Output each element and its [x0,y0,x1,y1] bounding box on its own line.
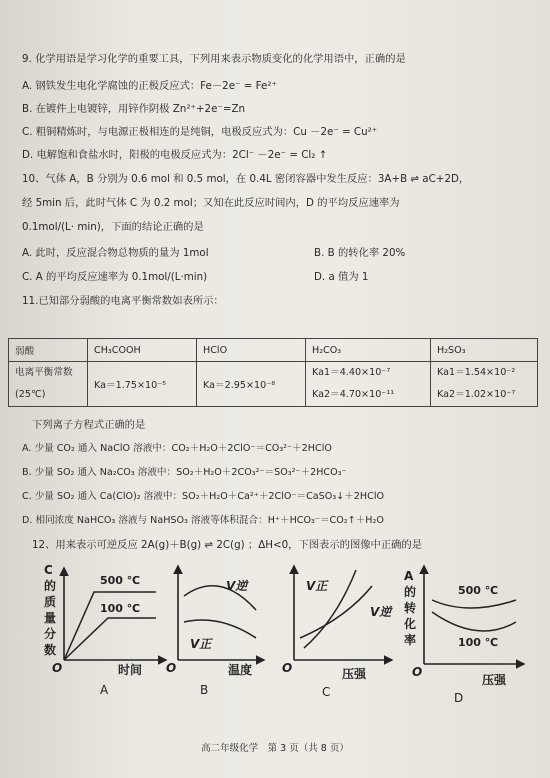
page-footer: 高二年级化学 第 3 页（共 8 页） [201,743,349,754]
q9-option-a: A. 钢铁发生电化学腐蚀的正极反应式：Fe－2e⁻ = Fe²⁺ [22,80,277,92]
graph-b-label-v-reverse: V逆 [226,579,248,593]
graph-d-ylabel-0: A [404,569,414,583]
graph-d-ylabel-1: 的 [404,585,417,599]
graph-b-origin: O [166,661,177,675]
graph-a-xlabel: 时间 [118,663,143,677]
q10-option-b: B. B 的转化率 20% [314,247,406,259]
q10-stem-line2: 经 5min 后，此时气体 C 为 0.2 mol；又知在此反应时间内，D 的平均反应速率为 [22,197,400,209]
graph-d-curve-500 [432,600,516,608]
q10-stem-line1: 10、气体 A，B 分别为 0.6 mol 和 0.5 mol，在 0.4L 密闭容器中发生反应：3A+B ⇌ aC+2D， [22,173,470,185]
graph-b-label-v-forward: V正 [190,637,212,651]
h2so3-ka2: Ka2＝1.02×10⁻⁷ [437,389,516,400]
h2co3-ka2: Ka2＝4.70×10⁻¹¹ [312,389,395,400]
graph-a-ylabel-1: 的 [44,579,57,593]
table-cell-h2so3 [431,362,538,407]
table-header-h2co3: H₂CO₃ [306,339,431,362]
graph-c-origin: O [282,661,293,675]
graph-b-letter: B [200,683,209,697]
q11-sub-stem: 下列离子方程式正确的是 [32,419,146,431]
graph-c-label-v-reverse: V逆 [370,605,392,619]
row-label-constant: 电离平衡常数 [15,367,73,378]
q10-option-c: C. A 的平均反应速率为 0.1mol/(L·min) [22,271,208,283]
q11-option-b: B. 少量 SO₂ 通入 Na₂CO₃ 溶液中：SO₂＋H₂O＋2CO₃²⁻＝SO₃²⁻＋2HCO₃⁻ [22,467,347,478]
q12-stem: 12、用来表示可逆反应 2A(g)＋B(g) ⇌ 2C(g) ；ΔH<0，下图表示的图像中正确的是 [32,539,423,551]
q10-stem-line3: 0.1mol/(L· min)，下面的结论正确的是 [22,221,204,233]
graph-a-origin: O [52,661,63,675]
graph-d-ylabel-2: 转 [404,601,417,615]
graph-a-ylabel-4: 分 [44,627,57,641]
graph-a-letter: A [100,683,109,697]
q11-option-d: D. 相同浓度 NaHCO₃ 溶液与 NaHSO₃ 溶液等体积混合：H⁺＋HCO₃⁻＝CO₂↑＋H₂O [22,515,384,526]
graph-a-ylabel-3: 量 [44,611,57,625]
graph-a [38,560,168,700]
table-cell-h2co3 [306,362,431,407]
graph-d-ylabel-3: 化 [404,617,417,631]
graph-c-curve-v-reverse [300,586,372,638]
q11-option-c: C. 少量 SO₂ 通入 Ca(ClO)₂ 溶液中：SO₂＋H₂O＋Ca²⁺＋2ClO⁻＝CaSO₃↓＋2HClO [22,491,385,502]
table-cell-hclo-ka: Ka＝2.95×10⁻⁸ [197,362,306,407]
graph-c-label-v-forward: V正 [306,579,328,593]
graph-a-ylabel-5: 数 [44,643,57,657]
graph-d-curve-100 [432,612,516,631]
ionization-constant-table [8,338,538,407]
graph-a-curve-100 [64,618,156,660]
graph-d-label-100: 100 ℃ [458,636,499,649]
h2co3-ka1: Ka1＝4.40×10⁻⁷ [312,367,391,378]
graph-c-xlabel: 压强 [342,667,367,681]
q10-option-a: A. 此时，反应混合物总物质的量为 1mol [22,247,209,259]
graph-d-xlabel: 压强 [482,673,507,687]
q9-stem: 9. 化学用语是学习化学的重要工具，下列用来表示物质变化的化学用语中，正确的是 [22,53,406,65]
q9-option-c: C. 粗铜精炼时，与电源正极相连的是纯铜，电极反应式为：Cu －2e⁻ = Cu²⁺ [22,126,378,138]
table-row-label [9,362,88,407]
graph-a-label-100: 100 ℃ [100,602,141,615]
graph-a-label-500: 500 ℃ [100,574,141,587]
q11-option-a: A. 少量 CO₂ 通入 NaClO 溶液中：CO₂＋H₂O＋2ClO⁻＝CO₃²⁻＋2HClO [22,443,332,454]
graph-b-curve-v-forward [184,620,256,638]
table-header-ch3cooh: CH₃COOH [88,339,197,362]
graph-a-ylabel-0: C [44,563,53,577]
table-header-weak-acid: 弱酸 [9,339,88,362]
graph-d-letter: D [454,691,464,705]
graph-d [398,560,528,710]
table-header-hclo: HClO [197,339,306,362]
q9-option-d: D. 电解饱和食盐水时，阳极的电极反应式为：2Cl⁻ －2e⁻ = Cl₂ ↑ [22,149,328,161]
q10-option-d: D. a 值为 1 [314,271,369,283]
graph-a-ylabel-2: 质 [44,595,57,609]
q11-stem: 11.已知部分弱酸的电离平衡常数如表所示： [22,295,224,307]
table-cell-ch3cooh-ka: Ka＝1.75×10⁻⁵ [88,362,197,407]
graph-c [276,560,396,700]
graph-d-origin: O [412,665,423,679]
graph-b [160,560,270,700]
table-header-h2so3: H₂SO₃ [431,339,538,362]
graph-d-ylabel-4: 率 [404,633,417,647]
h2so3-ka1: Ka1＝1.54×10⁻² [437,367,516,378]
q9-option-b: B. 在镀件上电镀锌，用锌作阴极 Zn²⁺+2e⁻=Zn [22,103,246,115]
graph-b-xlabel: 温度 [228,663,253,677]
graph-c-letter: C [322,685,331,699]
row-label-temperature: (25℃) [15,389,46,400]
graph-d-label-500: 500 ℃ [458,584,499,597]
